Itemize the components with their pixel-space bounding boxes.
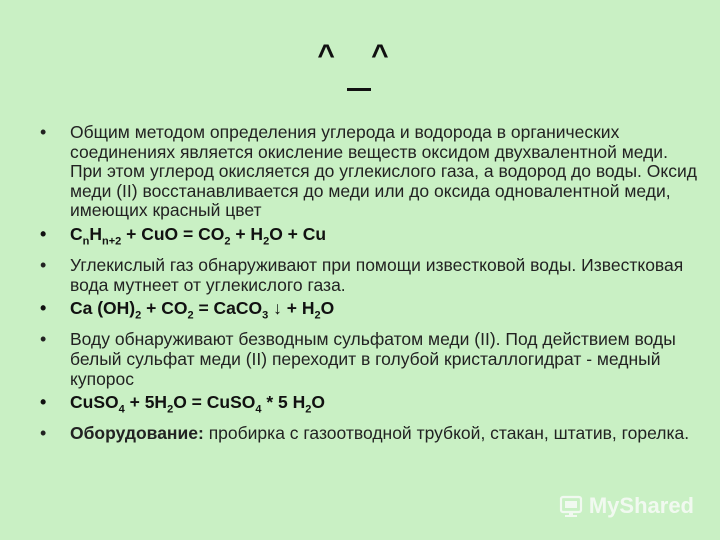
formula-part: O bbox=[311, 392, 326, 413]
equipment-label: Оборудование: bbox=[70, 423, 204, 444]
bullet-item-formula-limewater bbox=[38, 299, 698, 326]
bullet-text: Углекислый газ обнаруживают при помощи известковой воды. Известковая вода мутнеет от углекислого газа. bbox=[70, 255, 684, 295]
formula-subscript: 4 bbox=[118, 403, 125, 416]
formula-subscript: 2 bbox=[314, 309, 321, 322]
formula-part: Ca (OH) bbox=[70, 298, 136, 319]
formula-subscript: n+2 bbox=[102, 235, 122, 248]
bullet-item-formula-copper-sulfate bbox=[38, 393, 698, 420]
formula-part: + CuO = CO bbox=[121, 223, 225, 244]
formula-part: C bbox=[70, 223, 83, 244]
formula-part: H bbox=[89, 223, 103, 244]
formula-subscript: 2 bbox=[187, 309, 194, 322]
bullet-item-method bbox=[38, 123, 698, 221]
formula-part: CuSO bbox=[70, 392, 119, 413]
formula-subscript: 2 bbox=[263, 235, 270, 248]
bullet-text: Общим методом определения углерода и водорода в органических соединениях является окисление веществ оксидом двухвалентной меди. При этом углерод окисляется до углекислого газа, а водород до воды. Оксид меди (II) восстанавливается до меди или до оксида одновалентной меди, имеющих красный цвет bbox=[70, 122, 697, 221]
formula-subscript: 2 bbox=[167, 403, 174, 416]
myshared-logo-icon bbox=[559, 494, 583, 518]
formula-part: O bbox=[320, 298, 335, 319]
formula-subscript: n bbox=[82, 235, 90, 248]
formula-part: + CO bbox=[141, 298, 188, 319]
formula-subscript: 2 bbox=[224, 235, 231, 248]
formula-part: O + Cu bbox=[269, 223, 327, 244]
formula-part: + H bbox=[230, 223, 264, 244]
formula-part: * 5 H bbox=[261, 392, 306, 413]
title-underline bbox=[347, 88, 371, 91]
formula-subscript: 4 bbox=[255, 403, 262, 416]
watermark-text: MyShared bbox=[588, 493, 694, 518]
formula-part: O = CuSO bbox=[173, 392, 256, 413]
bullet-item-water-detection bbox=[38, 330, 698, 389]
formula-part: = CaCO bbox=[193, 298, 263, 319]
bullet-text: Воду обнаруживают безводным сульфатом меди (II). Под действием воды белый сульфат меди (II) переходит в голубой кристаллогидрат - медный купорос bbox=[70, 329, 676, 389]
slide-title: ^ ^ bbox=[317, 39, 403, 72]
bullet-item-limewater bbox=[38, 256, 698, 295]
bullet-item-equipment bbox=[38, 424, 698, 444]
bullet-list bbox=[38, 123, 698, 448]
formula-subscript: 2 bbox=[305, 403, 312, 416]
equipment-text: пробирка с газоотводной трубкой, стакан, штатив, горелка. bbox=[203, 423, 690, 444]
formula-subscript: 2 bbox=[135, 309, 142, 322]
bullet-item-formula-oxidation bbox=[38, 225, 698, 252]
formula-part: ↓ + H bbox=[268, 298, 315, 319]
myshared-watermark bbox=[559, 494, 694, 518]
formula-subscript: 3 bbox=[262, 309, 269, 322]
formula-part: + 5H bbox=[124, 392, 168, 413]
